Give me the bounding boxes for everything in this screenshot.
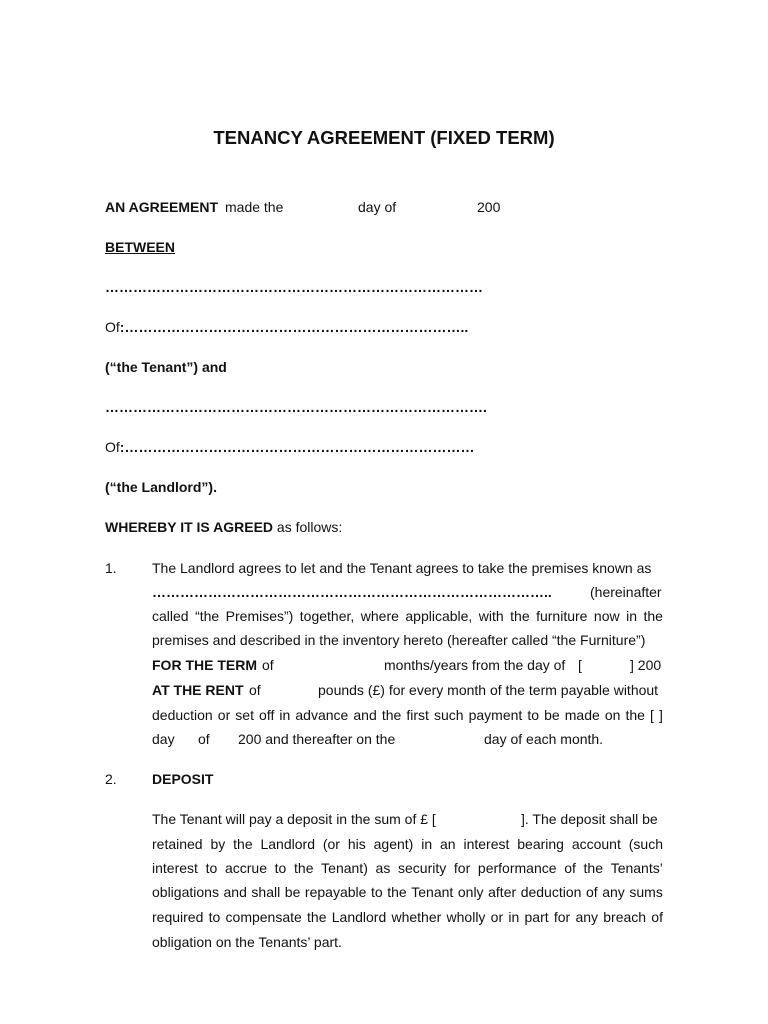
word: deduction — [152, 707, 213, 723]
tenant-label: (“the Tenant”) and — [105, 359, 227, 375]
between-heading: BETWEEN — [105, 239, 175, 255]
word: or — [490, 909, 504, 925]
word: interest — [463, 836, 510, 852]
deposit-line-6: obligation on the Tenants’ part. — [152, 934, 342, 950]
word: [ — [650, 707, 654, 723]
agreement-label: AN AGREEMENT — [105, 199, 219, 215]
line-8-day: day — [152, 731, 175, 747]
word: to — [527, 707, 540, 723]
word: Landlord — [260, 836, 315, 852]
word: compensate — [225, 909, 302, 925]
deposit-line-1-end: ]. The deposit shall be — [521, 811, 658, 827]
clause-1-line-3 — [152, 607, 663, 625]
word: of — [585, 884, 598, 900]
word: for — [453, 860, 471, 876]
word: the — [387, 884, 407, 900]
word: now — [593, 608, 620, 624]
word: the — [643, 608, 663, 624]
clause-1-number: 1. — [105, 560, 117, 576]
word: whether — [391, 909, 442, 925]
word: the — [233, 836, 253, 852]
word: interest — [152, 860, 198, 876]
word: agent) — [373, 836, 414, 852]
whereby-bold: WHEREBY IT IS AGREED — [105, 519, 274, 535]
word: of — [651, 909, 663, 925]
word: advance — [295, 707, 349, 723]
word: (or — [322, 836, 340, 852]
word: Tenant — [411, 884, 454, 900]
word: after — [488, 884, 517, 900]
word: set — [235, 707, 254, 723]
word: security — [398, 860, 447, 876]
word: breach — [603, 909, 647, 925]
clause-1-hereinafter: (hereinafter — [590, 584, 662, 600]
word: or — [217, 707, 231, 723]
rent-text: pounds (£) for every month of the term payable without — [318, 682, 659, 698]
tenant-name-line: ……………………………………………………………………… — [105, 279, 483, 295]
line-8-year: 200 and thereafter on the — [238, 731, 396, 747]
word: only — [457, 884, 484, 900]
word: any — [575, 909, 599, 925]
deposit-line-4 — [152, 883, 663, 901]
word: his — [347, 836, 366, 852]
word: on — [604, 707, 621, 723]
word: called — [152, 608, 189, 624]
word: part — [524, 909, 549, 925]
word: the — [625, 707, 645, 723]
word: to — [370, 884, 383, 900]
word: the — [583, 860, 604, 876]
clause-2-heading: DEPOSIT — [152, 771, 214, 787]
word: an — [440, 836, 456, 852]
word: the — [294, 860, 314, 876]
word: to — [205, 860, 218, 876]
word: off — [259, 707, 275, 723]
line-8-of: of — [198, 731, 210, 747]
word: performance — [477, 860, 557, 876]
line-8-end: day of each month. — [484, 731, 604, 747]
word: as — [375, 860, 391, 876]
word: together, — [299, 608, 355, 624]
word: where — [360, 608, 399, 624]
word: bearing — [517, 836, 564, 852]
document-title: TENANCY AGREEMENT (FIXED TERM) — [213, 127, 555, 148]
word: with — [478, 608, 504, 624]
word: deduction — [520, 884, 582, 900]
clause-1-line-1: The Landlord agrees to let and the Tenant agrees to take the premises known as — [152, 560, 652, 576]
word: and — [223, 884, 247, 900]
word: repayable — [304, 884, 367, 900]
word: (such — [628, 836, 663, 852]
word: wholly — [446, 909, 486, 925]
rent-label: AT THE RENT — [152, 682, 244, 698]
word: made — [564, 707, 600, 723]
word: to — [208, 909, 221, 925]
day-of-text: day of — [358, 199, 397, 215]
word: first — [406, 707, 429, 723]
word: such — [433, 707, 464, 723]
deposit-line-1-start: The Tenant will pay a deposit in the sum of £ [ — [152, 811, 436, 827]
word: sums — [629, 884, 663, 900]
word: ] — [658, 707, 663, 723]
landlord-address-line: :………………………………………………………………… — [119, 439, 475, 455]
term-bracket-close: ] 200 — [630, 657, 662, 673]
word: to — [274, 860, 287, 876]
word: by — [210, 836, 226, 852]
clause-1-line-4: premises and described in the inventory hereto (hereafter called “the Furniture”) — [152, 632, 646, 648]
word: Premises”) — [225, 608, 294, 624]
word: “the — [195, 608, 220, 624]
word: Tenant) — [321, 860, 368, 876]
word: in — [279, 707, 291, 723]
clause-1-premises-line: ………………………………………………………………………….. — [152, 584, 552, 600]
word: for — [553, 909, 571, 925]
of-label: Of — [105, 319, 120, 335]
word: be — [284, 884, 301, 900]
word: and — [353, 707, 377, 723]
word: the — [510, 608, 530, 624]
year-text: 200 — [477, 199, 501, 215]
word: retained — [152, 836, 203, 852]
word: obligations — [152, 884, 219, 900]
word: shall — [251, 884, 281, 900]
tenant-address-line: :……………………………………………………………….. — [119, 319, 469, 335]
word: in — [508, 909, 520, 925]
word: applicable, — [405, 608, 473, 624]
clause-2-number: 2. — [105, 771, 117, 787]
term-label: FOR THE TERM — [152, 657, 257, 673]
made-the-text: made the — [225, 199, 284, 215]
of-label: Of — [105, 439, 120, 455]
rent-of: of — [249, 682, 261, 698]
word: of — [564, 860, 576, 876]
term-bracket-open: [ — [578, 657, 582, 673]
word: furniture — [536, 608, 588, 624]
word: payment — [468, 707, 523, 723]
deposit-line-5 — [152, 908, 663, 926]
term-units: months/years from the day of — [384, 657, 566, 673]
deposit-line-3 — [152, 859, 663, 877]
word: the — [381, 707, 402, 723]
deposit-line-2 — [152, 835, 663, 853]
word: be — [544, 707, 560, 723]
word: required — [152, 909, 204, 925]
landlord-address — [105, 438, 474, 456]
word: the — [307, 909, 327, 925]
whereby-rest: as follows: — [276, 519, 343, 535]
term-of: of — [262, 657, 274, 673]
word: in — [421, 836, 433, 852]
word: accrue — [224, 860, 267, 876]
clause-1-line-7 — [152, 706, 663, 724]
landlord-label: (“the Landlord”). — [105, 479, 217, 495]
landlord-name-line: ………………………………………………………………………. — [105, 399, 487, 415]
word: any — [602, 884, 625, 900]
word: in — [626, 608, 637, 624]
word: account — [571, 836, 621, 852]
whereby-line — [105, 518, 342, 536]
word: Landlord — [331, 909, 387, 925]
tenant-address — [105, 318, 468, 336]
word: Tenants’ — [610, 860, 663, 876]
